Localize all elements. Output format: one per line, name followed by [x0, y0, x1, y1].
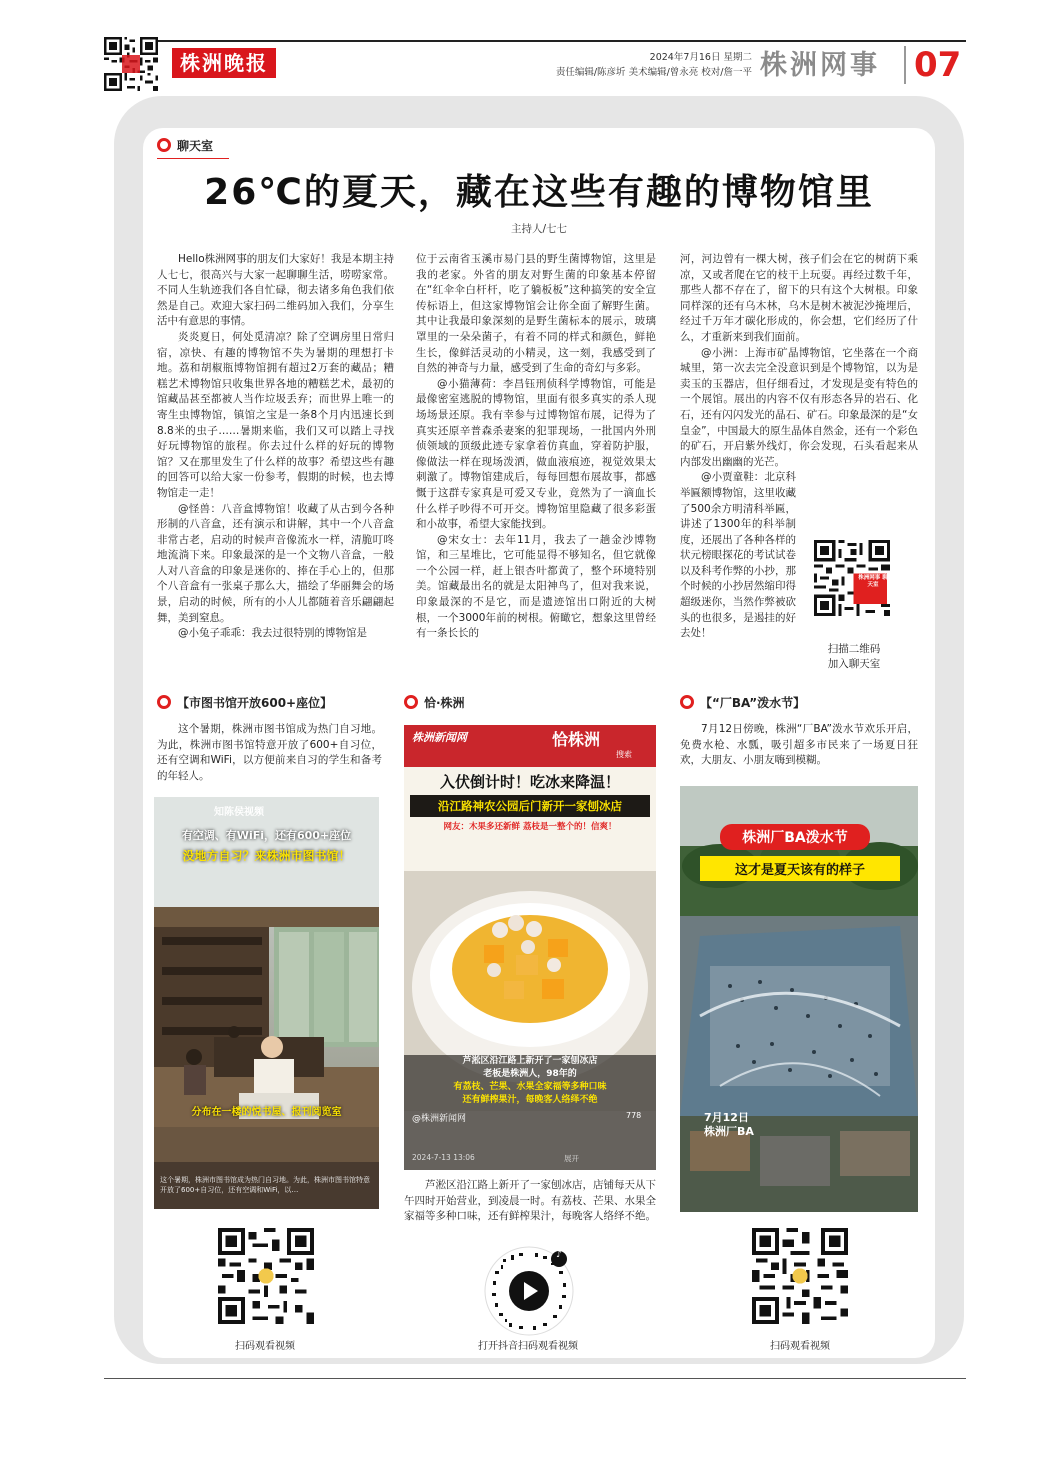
zhuzhou-caption: 打开抖音扫码观看视频 — [478, 1341, 578, 1352]
host-credit: 主持人/七七 — [510, 223, 568, 235]
library-qr-code[interactable] — [218, 1228, 314, 1324]
video-stamp — [704, 1111, 754, 1139]
video-line-3: 分布在一楼的悦书屋、报刊阅览室 — [191, 1107, 342, 1118]
video-brand-2: 恰株洲 — [552, 730, 601, 749]
bullet-icon — [404, 695, 418, 709]
paragraph: @小洲：上海市矿晶博物馆，它坐落在一个商城里，第一次去完全没意识到是个博物馆，以为是卖玉的玉器店，但仔细看过，才发现是变有特色的一个展馆。展出的内容不仅有形态各异的岩石、化石，还有闪闪发光的晶石、矿石。印象最深的是“女皇金”，中国最大的原生晶体自然金，还有一个彩色的矿石，开启紫外线灯，你会发现，石头看起来从内部发出幽幽的光芒。 — [680, 346, 918, 468]
video-handle: @株洲新闻网 — [412, 1114, 467, 1124]
like-count: 778 — [626, 1111, 642, 1120]
video-title-2: 沿江路神农公园后门新开一家刨冰店 — [410, 795, 650, 817]
zhuzhou-text — [404, 1178, 656, 1228]
chat-room-tag-label: 聊天室 — [177, 139, 214, 153]
qr-caption-line: 加入聊天室 — [827, 658, 881, 670]
water-festival-video-still[interactable] — [680, 786, 918, 1212]
ba-qr-code[interactable] — [752, 1228, 848, 1324]
expand-link[interactable]: 展开 — [564, 1154, 579, 1163]
newspaper-logo: 株洲晚报 — [172, 48, 276, 78]
paragraph: @小兔子乖乖：我去过很特别的博物馆是 — [178, 627, 367, 640]
subtitle-line: 芦淞区沿江路上新开了一家刨冰店 — [462, 1056, 598, 1066]
paragraph: 位于云南省玉溪市易门县的野生菌博物馆，这里是我的老家。外省的朋友对野生菌的印象基本停留在“红伞伞白杆杆，吃了躺板板”这种搞笑的安全宣传标语上，但这家博物馆会让你全面了解野生菌。其中让我最印象深刻的是野生菌标本的展示，玻璃罩里的一朵朵菌子，有着不同的样式和颜色，鲜艳生长，像鲜活灵动的小精灵，这一刻，我感受到了自然的神奇与力量，感受到了生命的奇幻与多彩。 — [416, 253, 656, 375]
ba-caption: 扫码观看视频 — [770, 1341, 830, 1352]
search-link[interactable]: 搜索 — [616, 750, 632, 759]
paragraph: Hello株洲网事的朋友们大家好！我是本期主持人七七，很高兴与大家一起聊聊生活，唠唠家常。不同人生轨迹我们各自忙碌，彻去诸多角色我们依然是自己。欢迎大家扫码二维码加入我们，分享生活中有意思的事情。 — [157, 253, 394, 328]
ba-tag — [680, 694, 805, 711]
video-line-1: 有空调、有WiFi，还有600+座位 — [181, 829, 352, 842]
page-divider — [904, 46, 906, 84]
page-number: 07 — [914, 45, 962, 85]
subtitle-line: 还有鲜榨果汁，每晚客人络绎不绝 — [462, 1095, 598, 1105]
chat-room-qr-code[interactable] — [814, 540, 890, 616]
video-title-2: 这才是夏天该有的样子 — [700, 856, 900, 881]
video-title-1: 株洲厂BA泼水节 — [720, 824, 870, 850]
paragraph: 这个暑期，株洲市图书馆成为热门自习地。为此，株洲市图书馆特意开放了600+自习位，还有空调和WiFi，以方便前来自习的学生和备考的年轻人。 — [157, 723, 382, 782]
paragraph: @怪兽：八音盒博物馆！收藏了从古到今各种形制的八音盒，还有演示和讲解，其中一个八音盒非常古老，启动的时候声音像流水一样，清脆叮咚地流淌下来。印象最深的是一个文物八音盒，一般人对八音盒的印象是迷你的、捧在手心上的，但那个八音盒有一张桌子那么大，描绘了华丽舞会的场景，启动的时候，所有的小人儿都随着音乐翩翩起舞，美到窒息。 — [157, 502, 394, 624]
subtitle-line: 老板是株洲人，98年的 — [483, 1069, 577, 1079]
ba-tag-label: 【“厂BA”泼水节】 — [700, 696, 806, 710]
video-subtitles — [410, 1055, 650, 1107]
bullet-icon — [157, 695, 171, 709]
paragraph: 7月12日傍晚，株洲“厂BA”泼水节欢乐开启，免费水枪、水瓢，吸引超多市民来了一场夏日狂欢，大朋友、小朋友嗨到模糊。 — [680, 723, 918, 767]
shaved-ice-video-still[interactable] — [404, 725, 656, 1170]
douyin-qr-code[interactable] — [483, 1245, 575, 1337]
paragraph: 河，河边曾有一棵大树，孩子们会在它的树荫下乘凉，又或者爬在它的枝干上玩耍。再经过数千年，那些人都不存在了，留下的只有这个大树根。印象同样深的还有乌木林，乌木是树木被泥沙掩埋后，经过千万年才碳化形成的，你会想，它们经历了什么，才重新来到我们面前。 — [680, 253, 918, 343]
library-text — [157, 722, 382, 792]
page-bottom-rule — [104, 1378, 966, 1379]
section-title: 株洲网事 — [760, 50, 880, 81]
paragraph: 芦淞区沿江路上新开了一家刨冰店，店铺每天从下午四时开始营业，到凌晨一时。有荔枝、芒果、水果全家福等多种口味，还有鲜榨果汁，每晚客人络绎不绝。 — [404, 1179, 656, 1223]
video-line-2: 没地方自习？来株洲市图书馆！ — [182, 849, 351, 863]
headline: 26℃的夏天，藏在这些有趣的博物馆里 — [204, 172, 874, 213]
bullet-icon — [157, 138, 171, 152]
masthead-qr-code[interactable] — [104, 37, 158, 91]
library-caption: 扫码观看视频 — [235, 1341, 295, 1352]
video-title-1: 入伏倒计时！吃冰来降温！ — [439, 773, 620, 791]
stamp-line: 株洲厂BA — [704, 1125, 754, 1138]
issue-meta — [516, 50, 752, 80]
zhuzhou-tag-label: 恰·株洲 — [424, 696, 465, 710]
subtitle-line: 有荔枝、芒果、水果全家福等多种口味 — [453, 1082, 607, 1092]
paragraph: @小猫薄荷：李昌钰刑侦科学博物馆，可能是最像密室逃脱的博物馆，里面有很多真实的杀人现场场景还原。我有幸参与过博物馆布展，记得为了真实还原辛普森杀妻案的犯罪现场，一批国内外刑侦领域的顶级此迹专家拿着仿真血，穿着防护服，像做法一样在现场泼洒，做血液痕迹，视觉效果太刺激了。博物馆建成后，每每回想布展故事，都感慨于这群专家真是可爱又专业，竟然为了一滴血长什么样子吵得不可开交。博物馆里隐藏了很多彩蛋和小故事，希望大家能找到。 — [416, 377, 656, 531]
ba-text — [680, 722, 918, 778]
issue-date: 2024年7月16日 星期二 — [649, 52, 752, 63]
article-column-2 — [416, 252, 656, 682]
video-date: 2024-7-13 13:06 — [412, 1153, 475, 1162]
chat-qr-caption — [804, 642, 904, 672]
qr-badge: 株洲网事 聊天室 — [858, 575, 888, 588]
zhuzhou-tag — [404, 694, 465, 711]
chat-room-tag — [157, 137, 213, 154]
video-footer: 这个暑期，株洲市图书馆成为热门自习地。为此，株洲市图书馆特意开放了600+自习位，还有空调和WiFi，以… — [160, 1176, 370, 1194]
library-tag-label: 【市图书馆开放600+座位】 — [177, 696, 333, 710]
video-brand: 株洲新闻网 — [412, 731, 467, 744]
video-title-3: 网友：木果多还新鲜 荔枝是一整个的！信爽！ — [443, 822, 617, 832]
paragraph: @小贾童鞋：北京科举匾额博物馆，这里收藏了500余方明清科举匾，讲述了1300年的科举制度，还展出了各种各样的状元榜眼探花的考试试卷以及科考作弊的小抄，那个时候的小抄居然缩印得超级迷你，当然作弊被砍头的也很多，是遏挂的好去处！ — [680, 471, 796, 640]
tag-underline — [157, 158, 229, 159]
library-tag — [157, 694, 332, 711]
article-column-1 — [157, 252, 394, 682]
article-column-3 — [680, 252, 918, 682]
library-video-still[interactable] — [154, 797, 379, 1209]
douyin-icon: ♪ — [556, 1250, 562, 1260]
qr-caption-line: 扫描二维码 — [827, 643, 881, 655]
video-brand: 知陈侯视频 — [214, 807, 264, 818]
bullet-icon — [680, 695, 694, 709]
stamp-line: 7月12日 — [704, 1111, 749, 1124]
masthead-rule — [104, 40, 966, 42]
paragraph: 炎炎夏日，何处觅清凉？除了空调房里日常归宿，凉快、有趣的博物馆不失为暑期的理想打卡地。荔和胡椒瓶博物馆拥有超过2万套的藏品；糟糕艺术博物馆只收集世界各地的糟糕艺术，最初的馆藏品甚至都被人当作垃圾丢弃；而世界上唯一的寄生虫博物馆，镇馆之宝是一条8个月内迅速长到8.8米的虫子……暑期来临，我们又可以踏上寻找好玩博物馆的旅程。你去过什么样的好玩的博物馆？又在那里发生了什么样的故事？希望这些有趣的回答可以给大家一份参考，假期的时候，也去博物馆走一走！ — [157, 330, 394, 499]
editor-credits: 责任编辑/陈彦圻 美术编辑/曾永亮 校对/詹一平 — [555, 67, 752, 78]
paragraph: @宋女士：去年11月，我去了一趟金沙博物馆，和三星堆比，它可能显得不够知名，但它就像一个公园一样，赶上银杏叶都黄了，整个环境特别美。馆藏最出名的就是太阳神鸟了，但对我来说，印象最深的不是它，而是遗迹馆出口附近的大树根，一个3000年前的树根。俯瞰它，想象这里曾经有一条长长的 — [416, 533, 656, 640]
